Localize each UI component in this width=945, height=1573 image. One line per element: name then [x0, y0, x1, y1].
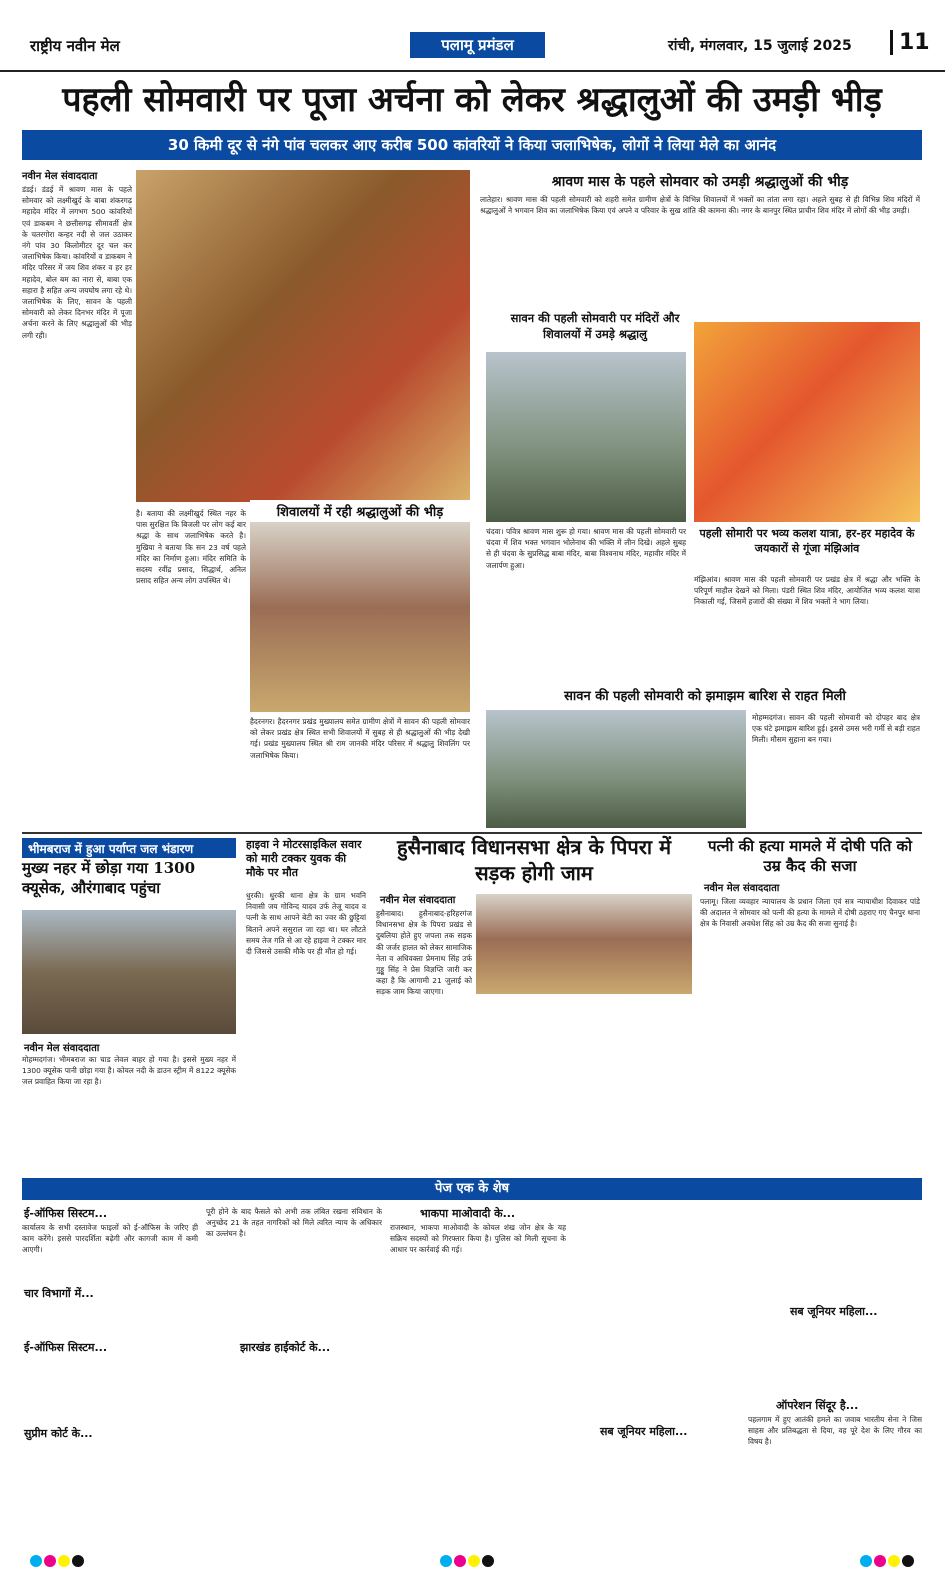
- section-title: पलामू प्रमंडल: [410, 32, 545, 58]
- lead-subheadline: 30 किमी दूर से नंगे पांव चलकर आए करीब 500 कांवरियों ने किया जलाभिषेक, लोगों ने लिया मेले का आनंद: [22, 130, 922, 160]
- continuation-banner: पेज एक के शेष: [22, 1178, 922, 1200]
- chandwa-headline: सावन की पहली सोमवारी पर मंदिरों और शिवालयों में उमड़े श्रद्धालु: [500, 310, 690, 342]
- masthead: [0, 0, 945, 72]
- print-color-swatch: [440, 1555, 452, 1567]
- shivalay-caption: हैदरनगर। हैदरनगर प्रखंड मुख्यालय समेत ग्रामीण क्षेत्रों में सावन की पहली सोमवार को लेकर प्रखंड क्षेत्र स्थित सभी शिवालयों में सुबह से ही श्रद्धालुओं की भीड़ देखी गई। प्रखंड मुख्यालय स्थित श्री राम जानकी मंदिर परिसर में श्रद्धालु शिवलिंग पर जलाभिषेक किया।: [250, 717, 470, 760]
- right-story-body: लातेहार। श्रावण मास की पहली सोमवारी को शहरी समेत ग्रामीण क्षेत्रों के विभिन्न शिवालयों में भक्तों का तांता लगा रहा। अहले सुबह से ही विभिन्न शिव मंदिरों में श्रद्धालुओं ने भगवान शिव का जलाभिषेक किया एवं अपने व परिवार के सुख शांति की कामना की। नगर के बानपुर स्थित प्राचीन शिव मंदिर में लोगों की भीड़ उमड़ी।: [480, 195, 920, 216]
- hussain-headline: हुसैनाबाद विधानसभा क्षेत्र के पिपरा में सड़क होगी जाम: [376, 834, 692, 886]
- print-color-swatch: [44, 1555, 56, 1567]
- lead-headline: पहली सोमवारी पर पूजा अर्चना को लेकर श्रद्धालुओं की उमड़ी भीड़: [62, 80, 882, 120]
- lead-photo: [136, 170, 470, 502]
- bhim-byline: नवीन मेल संवाददाता: [24, 1043, 100, 1054]
- haidar-body: धुरकी। धुरकी थाना क्षेत्र के ग्राम भवनि निवासी जय गोविन्द यादव उर्फ तेजू यादव व पत्नी के साथ आपने बेटी का ज्वर की छुट्टियां बिताने अपने ससुराल जा रहा था। घर लौटते समय तेज गति से आ रहे हाइवा ने टक्कर मार दी जिससे उसकी मौके पर ही मौत हो गई।: [246, 891, 366, 957]
- kalash-headline: पहली सोमारी पर भव्य कलश यात्रा, हर-हर महादेव के जयकारों से गूंजा मंझिआंव: [694, 526, 920, 556]
- bhim-headline: मुख्य नहर में छोड़ा गया 1300 क्यूसेक, औरंगाबाद पहुंचा: [22, 858, 236, 898]
- shivalay-headline: शिवालयों में रही श्रद्धालुओं की भीड़: [250, 500, 470, 522]
- chandwa-body: चंदवा। पवित्र श्रावण मास शुरू हो गया। श्रावण मास की पहली सोमवारी पर चंदवा में शिव भक्त भगवान भोलेनाथ की भक्ति में लीन दिखे। अहले सुबह से ही चंदवा के सुप्रसिद्ध बाबा मंदिर, बाबा विश्वनाथ मंदिर, महावीर मंदिर में जलार्पण हुआ।: [486, 527, 686, 570]
- col1-sub: चार विभागों में...: [24, 1287, 94, 1300]
- bhim-body: मोहम्मदगंज। भीमबराज का चाड लेवल बाहर हो गया है। इससे मुख्य नहर में 1300 क्यूसेक पानी छोड़ा गया है। कोयल नदी के डाउन स्ट्रीम में 8122 क्यूसेक जल प्रवाहित किया जा रहा है।: [22, 1055, 236, 1087]
- col3-body: राजस्थान, भाकपा माओवादी के कोयल शंख जोन क्षेत्र के यह सक्रिय सदस्यों को गिरफ्तार किया है। पुलिस को मिली सूचना के आधार पर कार्रवाई की गई।: [390, 1223, 566, 1255]
- hussain-byline: नवीन मेल संवाददाता: [380, 895, 456, 906]
- print-color-swatch: [902, 1555, 914, 1567]
- lead-body-col1: डंडई। डंडई में श्रावण मास के पहले सोमवार को लक्ष्मीखुर्द के बाबा शंकरगढ़ महादेव मंदिर में लगभग 500 कांवरियों एवं डाकबम ने छत्तीसगढ़ सीमावर्ती क्षेत्र के चतरगोरा कन्हर नदी से जल उठाकर नंगे पांव 30 किलोमीटर दूर चल कर जलाभिषेक किया। कांवरियों व डाकबम ने मंदिर परिसर में जय शिव शंकर व हर हर महादेव, बोल बम का नारा से, बाबा एक सहारा है सहित अन्य जयघोष लगा रहे थे। जलाभिषेक के लिए, सावन के पहली सोमवारी को लेकर दिनभर मंदिर में पूजा अर्चना करने के लिए श्रद्धालुओं की भीड़ लगी रही।: [22, 185, 132, 340]
- print-color-swatch: [72, 1555, 84, 1567]
- print-color-swatch: [888, 1555, 900, 1567]
- murder-headline: पत्नी की हत्या मामले में दोषी पति को उम्र कैद की सजा: [700, 836, 920, 876]
- print-color-swatch: [58, 1555, 70, 1567]
- print-color-swatch: [454, 1555, 466, 1567]
- col2-body: पूरी होने के बाद फैसले को अभी तक लंबित रखना संविधान के अनुच्छेद 21 के तहत नागरिकों को मिले त्वरित न्याय के अधिकार का उल्लंघन है।: [206, 1207, 382, 1239]
- print-color-swatch: [30, 1555, 42, 1567]
- col1-title: ई-ऑफिस सिस्टम...: [24, 1207, 108, 1220]
- bhim-label: भीमबराज में हुआ पर्याप्त जल भंडारण: [22, 838, 236, 859]
- haidar-headline: हाइवा ने मोटरसाइकिल सवार को मारी टक्कर युवक की मौके पर मौत: [246, 838, 362, 879]
- col4-sub: ऑपरेशन सिंदूर है...: [776, 1399, 859, 1412]
- chandwa-photo: [486, 352, 686, 522]
- print-color-swatch: [860, 1555, 872, 1567]
- col3-title: भाकपा माओवादी के...: [420, 1207, 516, 1220]
- col4-body: पहलगाम में हुए आतंकी हमले का जवाब भारतीय सेना ने जिस साहस और प्रतिबद्धता से दिया, वह पूरे देश के लिए गौरव का विषय है।: [748, 1415, 922, 1447]
- page-number: 11: [890, 30, 930, 55]
- hussain-body: हुसैनाबाद। हुसैनाबाद-हरिहरगंज विधानसभा क्षेत्र के पिपरा प्रखंड से दुबलिया होते हुए जपला तक सड़क की जर्जर हालत को लेकर सामाजिक नेता व अधिवक्ता प्रेमनाथ सिंह उर्फ गुड्डू सिंह ने प्रेस विज्ञप्ति जारी कर कहा है कि आगामी 21 जुलाई को सड़क जाम किया जाएगा।: [376, 909, 472, 997]
- bhim-photo: [22, 910, 236, 1034]
- col1-sub2: ई-ऑफिस सिस्टम...: [24, 1341, 108, 1354]
- rain-photo: [486, 710, 746, 828]
- print-marks-center: [440, 1552, 496, 1571]
- kalash-body: मंझिआंव। श्रावण मास की पहली सोमवारी पर प्रखंड क्षेत्र में श्रद्धा और भक्ति के परिपूर्ण माहौल देखने को मिला। पंडरी स्थित शिव मंदिर, आयोजित भव्य कलश यात्रा निकाली गई, जिसमें हजारों की संख्या में शिव भक्तों ने भाग लिया।: [694, 575, 920, 607]
- col1-sub3: सुप्रीम कोर्ट के...: [24, 1427, 93, 1440]
- dateline: रांची, मंगलवार, 15 जुलाई 2025: [668, 38, 852, 54]
- right-story-headline: श्रावण मास के पहले सोमवार को उमड़ी श्रद्धालुओं की भीड़: [480, 172, 920, 191]
- print-color-swatch: [482, 1555, 494, 1567]
- hussain-photo: [476, 894, 692, 994]
- print-marks-right: [860, 1552, 916, 1571]
- rain-body: मोहम्मदगंज। सावन की पहली सोमवारी को दोपहर बाद क्षेत्र एक घंटे झमाझम बारिश हुई। इससे उमस भरी गर्मी से बड़ी राहत मिली। मौसम सुहाना बन गया।: [752, 713, 920, 745]
- col1-body: कार्यालय के सभी दस्तावेज फाइलों को ई-ऑफिस के जरिए ही काम करेंगे। इससे पारदर्शिता बढ़ेगी और कागजी काम में कमी आएगी।: [22, 1223, 198, 1255]
- lead-body-col2: है। बताया की लक्ष्मीखुर्द स्थित नहर के पास सुरक्षित कि बिजली पर लोग कई बार श्रद्धा के साथ जलाभिषेक करते है। मुखिया ने बताया कि सन 23 वर्ष पहले मंदिर का निर्माण हुआ। मंदिर समिति के सदस्य रवींद्र प्रसाद, सिद्धार्थ, अनिल प्रसाद सहित अन्य लोग उपस्थित थे।: [136, 509, 246, 586]
- lead-byline: नवीन मेल संवाददाता: [22, 171, 98, 182]
- murder-body: पलामू। जिला व्यवहार न्यायालय के प्रधान जिला एवं सत्र न्यायाधीश दिवाकर पांडे की अदालत ने सोमवार को पत्नी की हत्या के मामले में दोषी ठहराए गए चैनपुर थाना क्षेत्र के निवासी अवधेश सिंह को उम्र कैद की सजा सुनाई है।: [700, 897, 920, 929]
- rain-headline: सावन की पहली सोमवारी को झमाझम बारिश से राहत मिली: [500, 686, 910, 704]
- col2-title: झारखंड हाईकोर्ट के...: [240, 1341, 331, 1354]
- murder-byline: नवीन मेल संवाददाता: [704, 883, 780, 894]
- shivalay-photo: [250, 522, 470, 712]
- print-marks: [30, 1552, 86, 1571]
- print-color-swatch: [468, 1555, 480, 1567]
- col4-title: सब जूनियर महिला...: [790, 1305, 878, 1318]
- brand-name: राष्ट्रीय नवीन मेल: [30, 37, 120, 55]
- print-color-swatch: [874, 1555, 886, 1567]
- col3-sub: सब जूनियर महिला...: [600, 1425, 688, 1438]
- kalash-photo: [694, 322, 920, 522]
